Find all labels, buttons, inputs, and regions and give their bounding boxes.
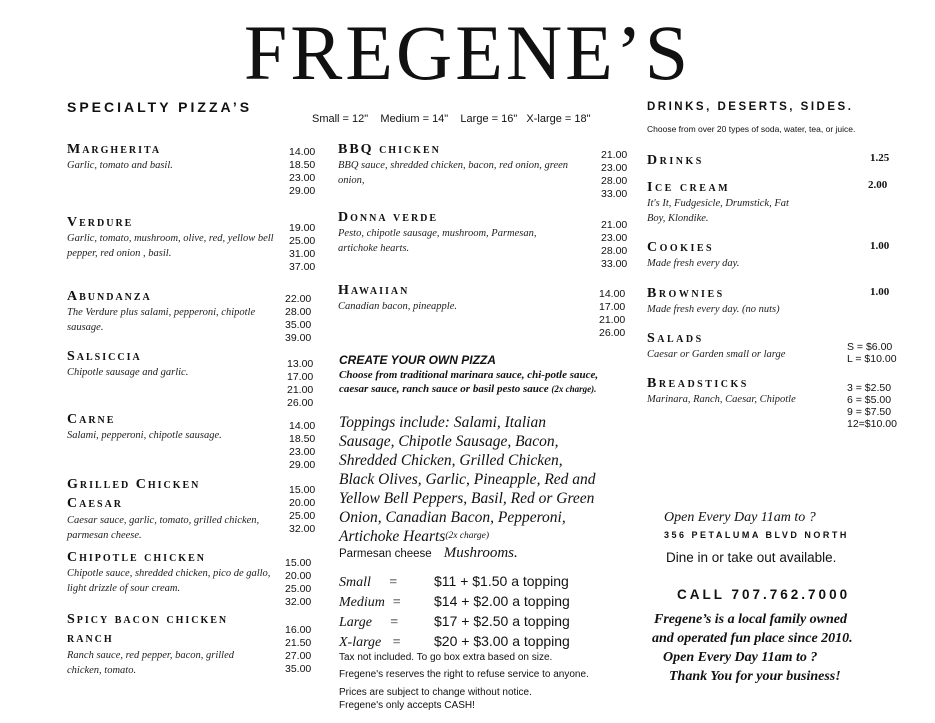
side-item <box>647 376 847 407</box>
pizza-name: Verdure <box>67 215 134 230</box>
price: 28.00 <box>601 175 628 187</box>
side-desc: Marinara, Ranch, Caesar, Chipotle <box>647 394 796 405</box>
breadstick-price: 3 = $2.50 <box>847 382 892 394</box>
price: 33.00 <box>601 258 628 270</box>
pizza-name: Grilled Chicken Caesar <box>67 477 201 511</box>
note: Tax not included. To go box extra based on size. <box>339 652 553 663</box>
side-name: Drinks <box>647 153 704 168</box>
price: 18.50 <box>289 433 316 445</box>
price: 28.00 <box>285 306 312 318</box>
price: 29.00 <box>289 185 316 197</box>
side-name: Brownies <box>647 286 725 301</box>
price: 37.00 <box>289 261 316 273</box>
price: 22.00 <box>285 293 312 305</box>
cyo-price-line <box>339 573 570 593</box>
side-desc: Made fresh every day. (no nuts) <box>647 304 780 315</box>
closing-line: Open Every Day 11am to ? <box>663 650 818 665</box>
price: 28.00 <box>601 245 628 257</box>
price: 19.00 <box>289 222 316 234</box>
pizza-prices <box>601 219 627 271</box>
price: 25.00 <box>289 235 316 247</box>
price: 25.00 <box>289 510 316 522</box>
pizza-name: Carne <box>67 412 116 427</box>
note: Prices are subject to change without notice. <box>339 687 532 698</box>
price: 20.00 <box>285 570 312 582</box>
open-hours: Open Every Day 11am to ? <box>664 510 816 525</box>
price: 35.00 <box>285 319 312 331</box>
price: 14.00 <box>599 288 626 300</box>
cyo-price-line <box>339 613 570 633</box>
cyo-price: $14 + $2.00 a topping <box>434 593 570 609</box>
side-item <box>647 240 847 271</box>
pizza-desc: Garlic, tomato, mushroom, olive, red, yellow bell pepper, red onion , basil. <box>67 233 274 259</box>
pizza-item <box>67 475 277 543</box>
create-your-own-body <box>339 368 601 396</box>
price: 21.00 <box>601 149 628 161</box>
cyo-price-line <box>339 633 570 653</box>
price: 20.00 <box>289 497 316 509</box>
toppings-text: Toppings include: Salami, Italian Sausage, Chipotle Sausage, Bacon, Shredded Chicken, Grilled Chicken, Black Olives, Garlic, Pineapple, Red and Yellow Bell Peppers, Basil, Red or Green Onion, Canadian Bacon, Pepperoni, Artichoke Hearts <box>339 414 596 545</box>
pizza-item <box>67 550 277 596</box>
cyo-price: $11 + $1.50 a topping <box>434 573 569 589</box>
cyo-size: Medium = <box>339 595 402 610</box>
pizza-prices <box>289 222 315 274</box>
price: 13.00 <box>287 358 314 370</box>
pizza-item <box>67 412 277 443</box>
pizza-item <box>67 289 277 335</box>
price: 25.00 <box>285 583 312 595</box>
pizza-name: Spicy bacon chicken ranch <box>67 612 229 646</box>
salad-price: L = $10.00 <box>847 353 897 365</box>
pizza-desc: BBQ sauce, shredded chicken, bacon, red onion, green onion, <box>338 160 569 186</box>
toppings-list <box>339 413 599 546</box>
price: 29.00 <box>289 459 316 471</box>
pizza-prices <box>289 146 315 198</box>
price: 15.00 <box>285 557 312 569</box>
pizza-sizes: Small = 12" Medium = 14" Large = 16" X-large = 18" <box>312 113 591 125</box>
side-desc: It's It, Fudgesicle, Drumstick, Fat Boy, Klondike. <box>647 198 789 224</box>
cyo-price: $17 + $2.50 a topping <box>434 613 570 629</box>
price: 17.00 <box>287 371 314 383</box>
parmesan-line <box>339 544 518 562</box>
pizza-name: Abundanza <box>67 289 152 304</box>
pizza-desc: Chipotle sauce, shredded chicken, pico de gallo, light drizzle of sour cream. <box>67 568 271 594</box>
pizza-desc: Pesto, chipotle sausage, mushroom, Parmesan, artichoke hearts. <box>338 228 537 254</box>
price: 16.00 <box>285 624 312 636</box>
price: 23.00 <box>601 162 628 174</box>
pizza-item <box>338 210 538 256</box>
pizza-name: Salsiccia <box>67 349 142 364</box>
pizza-name: Chipotle chicken <box>67 550 206 565</box>
price: 21.00 <box>601 219 628 231</box>
side-item <box>647 331 847 362</box>
create-your-own-heading: CREATE YOUR OWN PIZZA <box>339 353 496 367</box>
side-price: 1.00 <box>870 286 890 298</box>
salad-prices <box>847 341 897 365</box>
price: 21.00 <box>287 384 314 396</box>
price: 39.00 <box>285 332 312 344</box>
price: 15.00 <box>289 484 316 496</box>
side-desc: Caesar or Garden small or large <box>647 349 786 360</box>
side-name: Cookies <box>647 240 715 255</box>
breadstick-price: 6 = $5.00 <box>847 394 892 406</box>
pizza-name: Hawaiian <box>338 283 410 298</box>
pizza-name: Margherita <box>67 142 162 157</box>
pizza-name: BBQ chicken <box>338 142 441 157</box>
price: 27.00 <box>285 650 312 662</box>
cyo-price-line <box>339 593 570 613</box>
closing-line: and operated fun place since 2010. <box>652 631 853 646</box>
price: 23.00 <box>289 446 316 458</box>
price: 32.00 <box>285 596 312 608</box>
pizza-name: Donna verde <box>338 210 439 225</box>
price: 14.00 <box>289 146 316 158</box>
price: 14.00 <box>289 420 316 432</box>
price: 23.00 <box>289 172 316 184</box>
pizza-prices <box>285 624 311 676</box>
specialty-pizza-heading: SPECIALTY PIZZA’S <box>67 99 253 115</box>
side-price: 1.25 <box>870 152 890 164</box>
price: 18.50 <box>289 159 316 171</box>
pizza-desc: Canadian bacon, pineapple. <box>338 301 457 312</box>
pizza-desc: The Verdure plus salami, pepperoni, chipotle sausage. <box>67 307 256 333</box>
drinks-subheading: Choose from over 20 types of soda, water, tea, or juice. <box>647 124 856 134</box>
price: 23.00 <box>601 232 628 244</box>
pizza-prices <box>289 484 315 536</box>
pizza-item <box>67 349 277 380</box>
pizza-prices <box>285 557 311 609</box>
pizza-desc: Salami, pepperoni, chipotle sausage. <box>67 430 222 441</box>
cyo-price: $20 + $3.00 a topping <box>434 633 570 649</box>
side-name: Salads <box>647 331 704 346</box>
price: 21.50 <box>285 637 312 649</box>
parmesan-text: Parmesan cheese <box>339 548 432 560</box>
side-item <box>647 180 807 226</box>
pizza-prices <box>289 420 315 472</box>
pizza-desc: Garlic, tomato and basil. <box>67 160 173 171</box>
side-price: 1.00 <box>870 240 890 252</box>
pizza-desc: Chipotle sausage and garlic. <box>67 367 189 378</box>
price: 17.00 <box>599 301 626 313</box>
mushrooms-text: Mushrooms. <box>443 545 518 561</box>
toppings-note: (2x charge) <box>445 531 490 541</box>
price: 21.00 <box>599 314 626 326</box>
side-price: 2.00 <box>868 179 888 191</box>
price: 31.00 <box>289 248 316 260</box>
note: Fregene's reserves the right to refuse service to anyone. <box>339 669 589 680</box>
side-desc: Made fresh every day. <box>647 258 740 269</box>
closing-line: Fregene’s is a local family owned <box>654 612 847 627</box>
price: 26.00 <box>599 327 626 339</box>
dine-info: Dine in or take out available. <box>666 550 837 565</box>
price: 35.00 <box>285 663 312 675</box>
cyo-size: Large = <box>339 615 399 630</box>
cyo-price-lines <box>339 573 570 653</box>
pizza-item <box>338 142 593 188</box>
salad-price: S = $6.00 <box>847 341 893 353</box>
phone-number[interactable]: CALL 707.762.7000 <box>677 587 851 602</box>
breadstick-price: 12=$10.00 <box>847 418 897 430</box>
closing-line: Thank You for your business! <box>669 669 841 684</box>
cyo-body-note: (2x charge). <box>551 384 597 394</box>
pizza-item <box>67 610 267 678</box>
pizza-item <box>338 283 538 314</box>
cyo-size: X-large = <box>339 635 402 650</box>
side-name: Breadsticks <box>647 376 749 391</box>
pizza-item <box>67 142 277 173</box>
cyo-size: Small = <box>339 575 398 590</box>
side-name: Ice cream <box>647 180 731 195</box>
price: 26.00 <box>287 397 314 409</box>
pizza-desc: Caesar sauce, garlic, tomato, grilled chicken, parmesan cheese. <box>67 515 260 541</box>
pizza-item <box>67 215 282 261</box>
pizza-prices <box>287 358 313 410</box>
restaurant-title: FREGENE’S <box>243 9 692 96</box>
note: Fregene's only accepts CASH! <box>339 700 475 711</box>
drinks-heading: DRINKS, DESERTS, SIDES. <box>647 101 854 113</box>
cyo-body-text: Choose from traditional marinara sauce, chi-potle sauce, caesar sauce, ranch sauce or basil pesto sauce <box>339 369 599 395</box>
breadstick-price: 9 = $7.50 <box>847 406 892 418</box>
pizza-prices <box>285 293 311 345</box>
price: 32.00 <box>289 523 316 535</box>
pizza-desc: Ranch sauce, red pepper, bacon, grilled chicken, tomato. <box>67 650 234 676</box>
address: 356 PETALUMA BLVD NORTH <box>664 530 849 540</box>
price: 33.00 <box>601 188 628 200</box>
pizza-prices <box>599 288 625 340</box>
side-item <box>647 286 847 317</box>
closing-message <box>650 610 910 686</box>
breadstick-prices <box>847 382 897 430</box>
pizza-prices <box>601 149 627 201</box>
